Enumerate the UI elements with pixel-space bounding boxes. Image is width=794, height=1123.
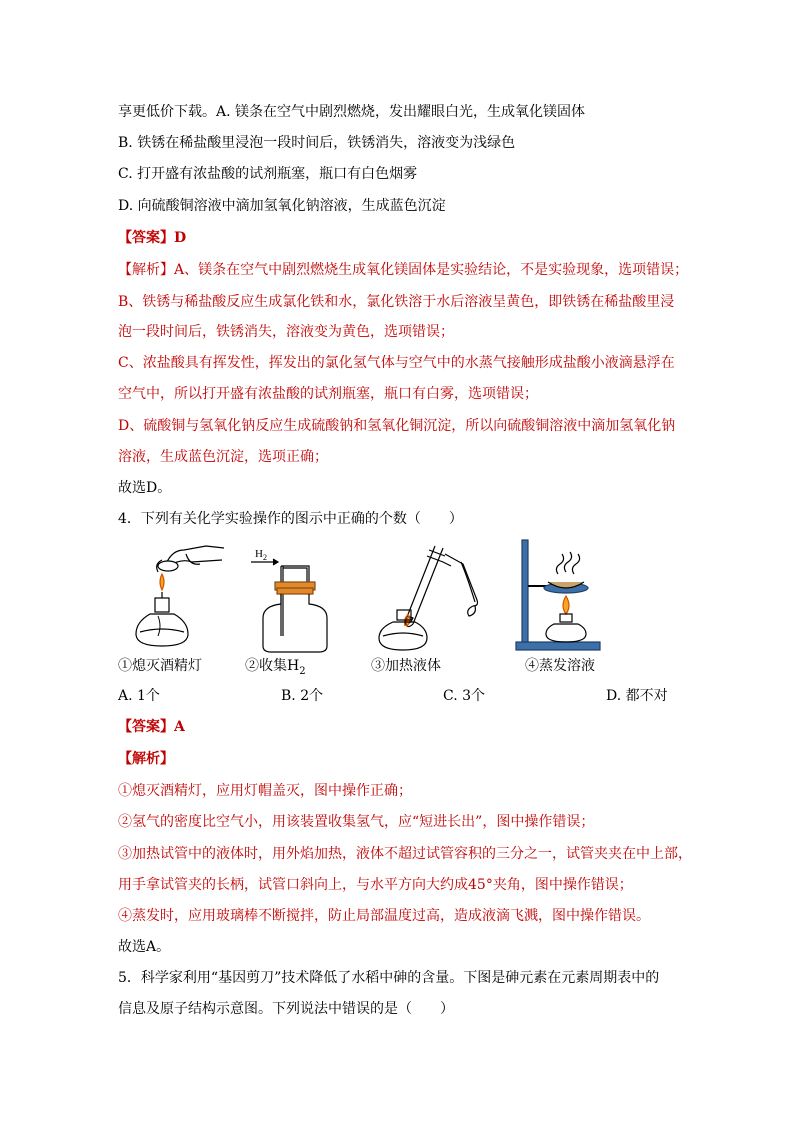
q3-option-c: C. 打开盛有浓盐酸的试剂瓶塞，瓶口有白色烟雾 <box>118 166 418 182</box>
caption-2: ②收集$H_2$ <box>245 658 306 677</box>
figure-collect-gas <box>243 548 343 656</box>
q3-answer: 【答案】D <box>118 230 187 246</box>
q4-analysis-head: 【解析】 <box>118 751 174 767</box>
q4-analysis-line: ①熄灭酒精灯，应用灯帽盖灭，图中操作正确； <box>118 783 412 799</box>
q4-analysis-line: ②氢气的密度比空气小，用该装置收集氢气，应“短进长出”，图中操作错误； <box>118 814 595 830</box>
q4-option-d: D. 都不对 <box>606 688 668 704</box>
figure-extinguish-lamp <box>128 536 228 654</box>
figure-evaporate <box>510 536 610 656</box>
q4-answer: 【答案】A <box>118 719 185 735</box>
q3-conclusion: 故选D。 <box>118 480 172 496</box>
q3-analysis-line: 泡一段时间后，铁锈消失，溶液变为黄色，选项错误； <box>118 324 454 340</box>
caption-1: ①熄灭酒精灯 <box>118 658 202 674</box>
q3-option-a: 享更低价下载。A. 镁条在空气中剧烈燃烧，发出耀眼白光，生成氧化镁固体 <box>118 104 586 120</box>
q4-analysis-line: ③加热试管中的液体时，用外焰加热，液体不超过试管容积的三分之一，试管夹夹在中上部， <box>118 846 692 862</box>
q3-option-b: B. 铁锈在稀盐酸里浸泡一段时间后，铁锈消失，溶液变为浅绿色 <box>118 135 516 151</box>
q3-analysis-line: C、浓盐酸具有挥发性，挥发出的氯化氢气体与空气中的水蒸气接触形成盐酸小液滴悬浮在 <box>118 355 675 371</box>
q4-stem: 4．下列有关化学实验操作的图示中正确的个数（ ） <box>118 511 463 527</box>
q4-option-b: B. 2个 <box>281 688 324 704</box>
q4-conclusion: 故选A。 <box>118 939 171 955</box>
q4-analysis-line: ④蒸发时，应用玻璃棒不断搅拌，防止局部温度过高，造成液滴飞溅，图中操作错误。 <box>118 908 650 924</box>
q3-analysis-line: 溶液，生成蓝色沉淀，选项正确； <box>118 449 328 465</box>
q5-stem-line2: 信息及原子结构示意图。下列说法中错误的是（ ） <box>118 1001 454 1017</box>
figure-heat-liquid <box>375 536 495 654</box>
q3-option-d: D. 向硫酸铜溶液中滴加氢氧化钠溶液，生成蓝色沉淀 <box>118 198 446 214</box>
q4-option-a: A. 1个 <box>118 688 160 704</box>
q3-analysis-line: 【解析】A、镁条在空气中剧烈燃烧生成氧化镁固体是实验结论，不是实验现象，选项错误； <box>118 262 689 278</box>
caption-3: ③加热液体 <box>371 658 441 674</box>
q3-analysis-line: D、硫酸铜与氢氧化钠反应生成硫酸钠和氢氧化铜沉淀，所以向硫酸铜溶液中滴加氢氧化钠 <box>118 418 676 434</box>
q4-option-c: C. 3个 <box>443 688 486 704</box>
q4-analysis-line: 用手拿试管夹的长柄，试管口斜向上，与水平方向大约成45°夹角，图中操作错误； <box>118 877 633 893</box>
q3-analysis-line: 空气中，所以打开盛有浓盐酸的试剂瓶塞，瓶口有白雾，选项错误； <box>118 386 538 402</box>
q5-stem-line1: 5．科学家利用“基因剪刀”技术降低了水稻中砷的含量。下图是砷元素在元素周期表中的 <box>118 970 660 986</box>
caption-4: ④蒸发溶液 <box>525 658 595 674</box>
gas-label: $H_2$ <box>255 548 267 562</box>
q3-analysis-line: B、铁锈与稀盐酸反应生成氯化铁和水，氯化铁溶于水后溶液呈黄色，即铁锈在稀盐酸里浸 <box>118 294 675 310</box>
